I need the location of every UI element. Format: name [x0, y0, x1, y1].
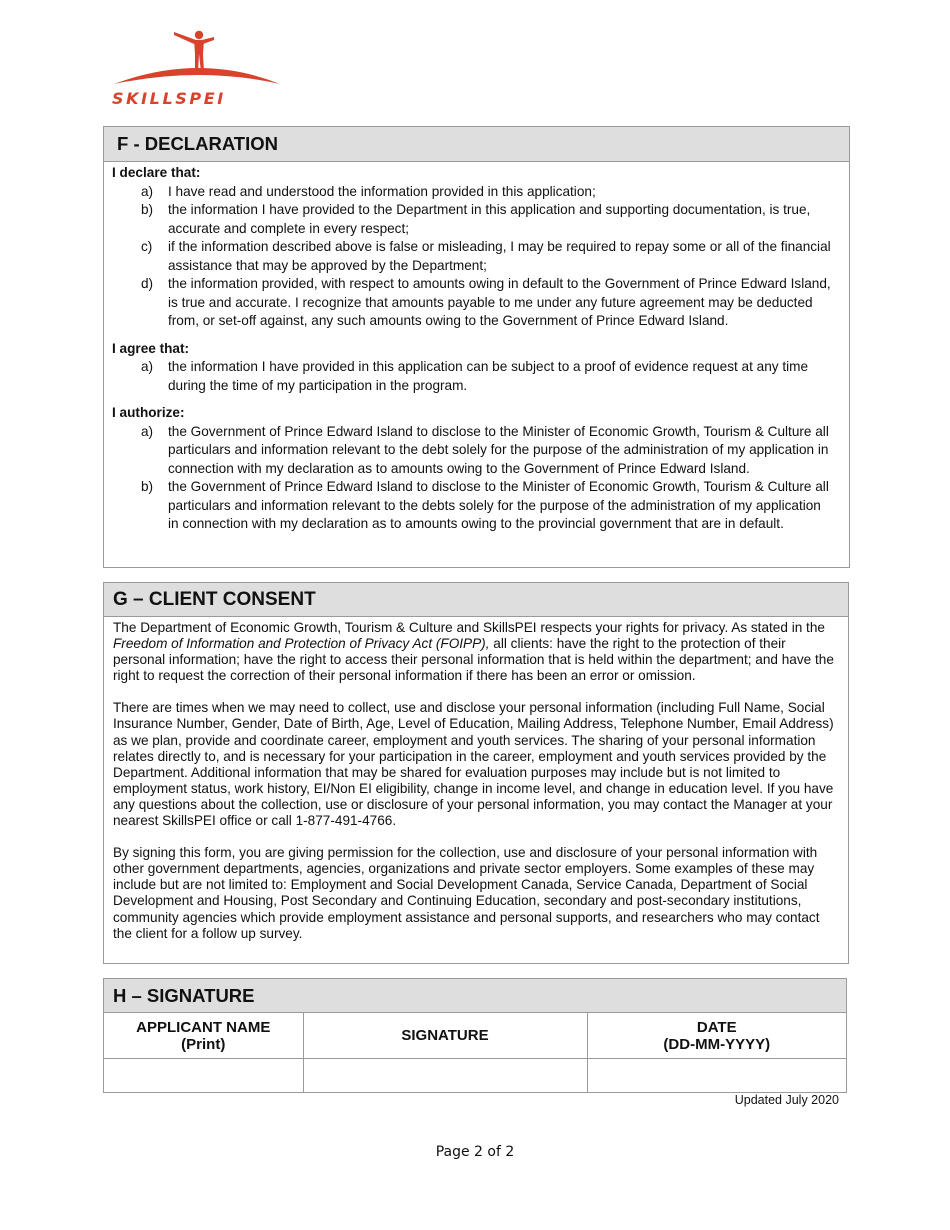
logo-wordmark: SKILLSPEI: [112, 89, 226, 108]
signature-header: SIGNATURE: [303, 1013, 587, 1059]
authorize-heading: I authorize:: [112, 405, 185, 420]
skillspei-logo: [108, 26, 293, 110]
updated-note: Updated July 2020: [734, 1093, 839, 1107]
list-item: b) the Government of Prince Edward Island to disclose to the Minister of Economic Growth, Tourism & Culture all particulars and information relevant to the debts solely for the purpose of the administration of my application in connection with my declaration as to amounts owing to the provincial government that are in default.: [141, 479, 829, 531]
page-number: Page 2 of 2: [435, 1144, 515, 1160]
client-consent-section: [103, 582, 849, 964]
consent-paragraph: There are times when we may need to collect, use and disclose your personal information (including Full Name, Social Insurance Number, Gender, Date of Birth, Age, Level of Education, Mailing Address, Telephone Number, Email Address) as we plan, provide and coordinate career, employment and youth services. The sharing of your personal information relates directly to, and is necessary for your participation in the career, employment and youth services provided by the Department. Additional information that may be shared for evaluation purposes may include but is not limited to employment status, work history, EI/Non EI eligibility, change in income level, and change in education level. If you have any questions about the collection, use or disclosure of your personal information, you may contact the Manager at your nearest SkillsPEI office or call 1-877-491-4766.: [113, 700, 834, 829]
signature-field[interactable]: [303, 1059, 587, 1094]
list-item: c) if the information described above is false or misleading, I may be required to repay some or all of the financial assistance that may be approved by the Department;: [141, 239, 831, 273]
list-item: d) the information provided, with respect to amounts owing in default to the Government of Prince Edward Island, is true and accurate. I recognize that amounts payable to me under any future agreement may be deducted from, or set-off against, any such amounts owing to the Government of Prince Edward Island.: [141, 276, 831, 328]
applicant-name-header: APPLICANT NAME (Print): [104, 1013, 303, 1059]
list-item: a) the Government of Prince Edward Island to disclose to the Minister of Economic Growth, Tourism & Culture all particulars and information relevant to the debt solely for the purpose of the administration of my application in connection with my declaration as to amounts owing to the Government of Prince Edward Island.: [141, 423, 829, 476]
list-item: b) the information I have provided to the Department in this application and supporting documentation, is true, accurate and complete in every respect;: [141, 202, 811, 236]
signature-title: H – SIGNATURE: [104, 979, 846, 1013]
declaration-title: F - DECLARATION: [104, 127, 849, 162]
declare-heading: I declare that:: [112, 165, 201, 180]
list-item: a) I have read and understood the information provided in this application;: [141, 183, 596, 199]
consent-title: G – CLIENT CONSENT: [104, 583, 848, 617]
declaration-section: [103, 126, 850, 568]
consent-paragraph: By signing this form, you are giving permission for the collection, use and disclosure of your personal information with other government departments, agencies, organizations and private sector employers. Some examples of these may include but are not limited to: Employment and Social Development Canada, Service Canada, Department of Social Development and Housing, Post Secondary and Continuing Education, secondary and post-secondary institutions, community agencies which provide employment assistance and personal supports, and researchers who may contact the client for a follow up survey.: [113, 845, 820, 941]
signature-section: [103, 978, 847, 1093]
agree-heading: I agree that:: [112, 340, 190, 356]
logo-figure-icon: [108, 26, 293, 96]
date-header: DATE (DD-MM-YYYY): [587, 1013, 846, 1059]
consent-paragraph: The Department of Economic Growth, Tourism & Culture and SkillsPEI respects your rights for privacy. As stated in the Freedom of Information and Protection of Privacy Act (FOIPP), all clients: have the right to the protection of their personal information; have the right to access their personal information that is held within the department; and have the right to request the correction of their personal information if there has been an error or omission.: [113, 620, 834, 684]
applicant-name-field[interactable]: [104, 1059, 303, 1094]
list-item: a) the information I have provided in this application can be subject to a proof of evidence request at any time during the time of my participation in the program.: [141, 359, 809, 393]
signature-table: [104, 1013, 846, 1093]
date-field[interactable]: [587, 1059, 846, 1094]
